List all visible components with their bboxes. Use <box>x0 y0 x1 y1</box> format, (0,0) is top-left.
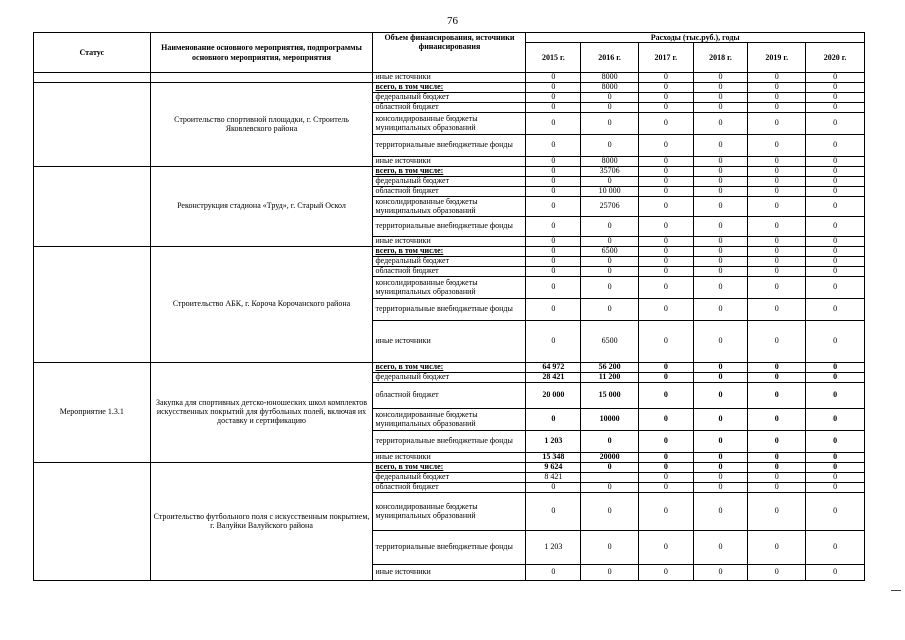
amount-cell: 0 <box>526 73 581 83</box>
amount-cell: 0 <box>693 483 748 493</box>
amount-cell: 0 <box>638 103 693 113</box>
amount-cell: 0 <box>581 431 639 453</box>
amount-cell: 0 <box>806 177 865 187</box>
amount-cell: 0 <box>638 373 693 383</box>
amount-cell: 0 <box>748 431 806 453</box>
amount-cell: 0 <box>581 493 639 531</box>
amount-cell: 0 <box>748 363 806 373</box>
funding-source-cell: областной бюджет <box>373 483 526 493</box>
amount-cell: 0 <box>748 73 806 83</box>
amount-cell: 1 203 <box>526 431 581 453</box>
amount-cell: 0 <box>638 257 693 267</box>
amount-cell: 0 <box>638 197 693 217</box>
amount-cell: 0 <box>693 473 748 483</box>
amount-cell: 0 <box>693 431 748 453</box>
amount-cell: 0 <box>748 409 806 431</box>
status-cell <box>34 83 151 167</box>
amount-cell: 0 <box>748 373 806 383</box>
funding-source-cell: областной бюджет <box>373 383 526 409</box>
amount-cell: 8000 <box>581 83 639 93</box>
amount-cell: 0 <box>526 409 581 431</box>
amount-cell: 0 <box>748 453 806 463</box>
amount-cell: 0 <box>638 217 693 237</box>
amount-cell: 15 348 <box>526 453 581 463</box>
amount-cell: 0 <box>693 73 748 83</box>
table-row <box>34 463 865 473</box>
funding-source-cell: иные источники <box>373 565 526 581</box>
amount-cell: 0 <box>581 463 639 473</box>
amount-cell: 0 <box>581 217 639 237</box>
amount-cell: 0 <box>806 73 865 83</box>
amount-cell: 0 <box>638 277 693 299</box>
amount-cell: 0 <box>526 103 581 113</box>
amount-cell: 0 <box>526 267 581 277</box>
amount-cell: 20000 <box>581 453 639 463</box>
amount-cell: 0 <box>806 113 865 135</box>
amount-cell: 0 <box>526 135 581 157</box>
status-cell <box>34 167 151 247</box>
amount-cell: 0 <box>693 103 748 113</box>
amount-cell: 0 <box>638 409 693 431</box>
amount-cell: 0 <box>693 177 748 187</box>
funding-source-cell: иные источники <box>373 73 526 83</box>
amount-cell: 0 <box>748 113 806 135</box>
amount-cell: 0 <box>748 157 806 167</box>
amount-cell: 0 <box>748 93 806 103</box>
funding-source-cell: территориальные внебюджетные фонды <box>373 431 526 453</box>
amount-cell: 0 <box>806 237 865 247</box>
amount-cell: 11 200 <box>581 373 639 383</box>
funding-source-cell: территориальные внебюджетные фонды <box>373 217 526 237</box>
amount-cell: 0 <box>806 187 865 197</box>
amount-cell: 0 <box>748 83 806 93</box>
table-row <box>34 247 865 257</box>
amount-cell: 0 <box>581 277 639 299</box>
amount-cell: 0 <box>748 277 806 299</box>
funding-source-cell: всего, в том числе: <box>373 463 526 473</box>
amount-cell: 0 <box>526 237 581 247</box>
amount-cell: 0 <box>638 177 693 187</box>
amount-cell: 0 <box>748 177 806 187</box>
amount-cell: 0 <box>638 83 693 93</box>
amount-cell: 0 <box>693 267 748 277</box>
amount-cell: 0 <box>526 247 581 257</box>
event-name-cell: Строительство АБК, г. Короча Корочанского района <box>150 247 373 363</box>
amount-cell: 0 <box>748 299 806 321</box>
amount-cell: 0 <box>806 373 865 383</box>
amount-cell: 0 <box>806 431 865 453</box>
amount-cell: 0 <box>638 267 693 277</box>
margin-mark <box>891 590 901 591</box>
amount-cell: 0 <box>806 363 865 373</box>
amount-cell: 0 <box>693 237 748 247</box>
amount-cell: 0 <box>638 247 693 257</box>
amount-cell: 0 <box>806 531 865 565</box>
header-funding: Объем финансирования, источники финансирования <box>373 33 526 73</box>
header-status: Статус <box>34 33 151 73</box>
amount-cell <box>581 473 639 483</box>
amount-cell: 0 <box>806 409 865 431</box>
table-row <box>34 73 865 83</box>
amount-cell: 0 <box>581 267 639 277</box>
amount-cell: 0 <box>638 167 693 177</box>
amount-cell: 0 <box>638 363 693 373</box>
amount-cell: 35706 <box>581 167 639 177</box>
amount-cell: 0 <box>638 383 693 409</box>
status-cell: Мероприятие 1.3.1 <box>34 363 151 463</box>
amount-cell: 0 <box>806 157 865 167</box>
amount-cell: 0 <box>638 113 693 135</box>
amount-cell: 0 <box>693 299 748 321</box>
amount-cell: 8000 <box>581 73 639 83</box>
amount-cell: 0 <box>638 493 693 531</box>
header-year: 2016 г. <box>581 43 639 73</box>
amount-cell: 0 <box>806 383 865 409</box>
amount-cell: 0 <box>638 93 693 103</box>
amount-cell: 0 <box>748 135 806 157</box>
funding-source-cell: консолидированные бюджеты муниципальных образований <box>373 493 526 531</box>
amount-cell: 28 421 <box>526 373 581 383</box>
funding-source-cell: консолидированные бюджеты муниципальных образований <box>373 409 526 431</box>
amount-cell: 0 <box>638 73 693 83</box>
event-name-cell: Закупка для спортивных детско-юношеских школ комплектов искусственных покрытий для футбольных полей, включая их доставку и сертификацию <box>150 363 373 463</box>
funding-source-cell: иные источники <box>373 237 526 247</box>
amount-cell: 0 <box>748 247 806 257</box>
header-year: 2015 г. <box>526 43 581 73</box>
amount-cell: 0 <box>806 103 865 113</box>
amount-cell: 0 <box>526 113 581 135</box>
amount-cell: 0 <box>581 93 639 103</box>
status-cell <box>34 73 151 83</box>
amount-cell: 0 <box>806 463 865 473</box>
amount-cell: 1 203 <box>526 531 581 565</box>
amount-cell: 0 <box>581 299 639 321</box>
amount-cell: 0 <box>806 483 865 493</box>
amount-cell: 0 <box>693 373 748 383</box>
event-name-cell: Строительство спортивной площадки, г. Строитель Яковлевского района <box>150 83 373 167</box>
funding-source-cell: всего, в том числе: <box>373 83 526 93</box>
funding-source-cell: всего, в том числе: <box>373 247 526 257</box>
amount-cell: 0 <box>748 483 806 493</box>
amount-cell: 0 <box>638 473 693 483</box>
amount-cell: 0 <box>693 157 748 167</box>
event-name-cell <box>150 73 373 83</box>
amount-cell: 0 <box>526 299 581 321</box>
amount-cell: 0 <box>806 473 865 483</box>
event-name-cell: Строительство футбольного поля с искусственным покрытием, г. Валуйки Валуйского района <box>150 463 373 581</box>
table-row <box>34 167 865 177</box>
amount-cell: 0 <box>526 83 581 93</box>
budget-table <box>33 32 865 581</box>
amount-cell: 0 <box>806 267 865 277</box>
amount-cell: 6500 <box>581 247 639 257</box>
amount-cell: 0 <box>693 453 748 463</box>
amount-cell: 0 <box>638 187 693 197</box>
amount-cell: 0 <box>693 113 748 135</box>
amount-cell: 0 <box>806 321 865 363</box>
amount-cell: 0 <box>748 493 806 531</box>
amount-cell: 0 <box>581 177 639 187</box>
funding-source-cell: всего, в том числе: <box>373 167 526 177</box>
funding-source-cell: федеральный бюджет <box>373 473 526 483</box>
amount-cell: 0 <box>748 463 806 473</box>
amount-cell: 0 <box>526 257 581 267</box>
amount-cell: 0 <box>806 247 865 257</box>
amount-cell: 0 <box>526 93 581 103</box>
amount-cell: 0 <box>581 135 639 157</box>
amount-cell: 0 <box>638 565 693 581</box>
amount-cell: 0 <box>526 565 581 581</box>
funding-source-cell: территориальные внебюджетные фонды <box>373 299 526 321</box>
header-year: 2020 г. <box>806 43 865 73</box>
amount-cell: 0 <box>526 321 581 363</box>
amount-cell: 0 <box>806 493 865 531</box>
amount-cell: 0 <box>748 103 806 113</box>
amount-cell: 25706 <box>581 197 639 217</box>
amount-cell: 0 <box>526 197 581 217</box>
amount-cell: 0 <box>806 217 865 237</box>
amount-cell: 0 <box>693 363 748 373</box>
amount-cell: 0 <box>693 187 748 197</box>
funding-source-cell: всего, в том числе: <box>373 363 526 373</box>
amount-cell: 0 <box>806 299 865 321</box>
amount-cell: 0 <box>806 453 865 463</box>
amount-cell: 0 <box>526 217 581 237</box>
funding-source-cell: территориальные внебюджетные фонды <box>373 531 526 565</box>
amount-cell: 0 <box>638 431 693 453</box>
amount-cell: 0 <box>806 565 865 581</box>
funding-source-cell: территориальные внебюджетные фонды <box>373 135 526 157</box>
amount-cell: 0 <box>526 277 581 299</box>
amount-cell: 0 <box>806 167 865 177</box>
header-year: 2019 г. <box>748 43 806 73</box>
amount-cell: 0 <box>693 167 748 177</box>
amount-cell: 0 <box>748 473 806 483</box>
amount-cell: 0 <box>526 157 581 167</box>
amount-cell: 0 <box>748 531 806 565</box>
amount-cell: 0 <box>748 187 806 197</box>
amount-cell: 9 624 <box>526 463 581 473</box>
amount-cell: 0 <box>581 113 639 135</box>
amount-cell: 0 <box>748 237 806 247</box>
amount-cell: 0 <box>638 463 693 473</box>
amount-cell: 0 <box>748 197 806 217</box>
amount-cell: 0 <box>638 531 693 565</box>
funding-source-cell: консолидированные бюджеты муниципальных образований <box>373 197 526 217</box>
amount-cell: 0 <box>638 157 693 167</box>
amount-cell: 0 <box>526 187 581 197</box>
amount-cell: 0 <box>638 321 693 363</box>
funding-source-cell: федеральный бюджет <box>373 373 526 383</box>
funding-source-cell: иные источники <box>373 321 526 363</box>
amount-cell: 8000 <box>581 157 639 167</box>
amount-cell: 0 <box>526 493 581 531</box>
amount-cell: 0 <box>806 197 865 217</box>
amount-cell: 0 <box>748 257 806 267</box>
amount-cell: 0 <box>693 277 748 299</box>
amount-cell: 0 <box>693 409 748 431</box>
amount-cell: 0 <box>581 565 639 581</box>
table-row <box>34 83 865 93</box>
amount-cell: 0 <box>748 565 806 581</box>
amount-cell: 0 <box>638 299 693 321</box>
event-name-cell: Реконструкция стадиона «Труд», г. Старый Оскол <box>150 167 373 247</box>
funding-source-cell: федеральный бюджет <box>373 93 526 103</box>
amount-cell: 0 <box>693 257 748 267</box>
amount-cell: 0 <box>693 83 748 93</box>
amount-cell: 0 <box>638 237 693 247</box>
amount-cell: 0 <box>748 267 806 277</box>
amount-cell: 0 <box>581 531 639 565</box>
amount-cell: 0 <box>693 247 748 257</box>
amount-cell: 0 <box>806 277 865 299</box>
funding-source-cell: консолидированные бюджеты муниципальных образований <box>373 113 526 135</box>
table-row <box>34 363 865 373</box>
amount-cell: 0 <box>581 257 639 267</box>
amount-cell: 0 <box>693 93 748 103</box>
amount-cell: 0 <box>693 217 748 237</box>
funding-source-cell: консолидированные бюджеты муниципальных образований <box>373 277 526 299</box>
funding-source-cell: областной бюджет <box>373 267 526 277</box>
amount-cell: 0 <box>638 135 693 157</box>
amount-cell: 0 <box>806 135 865 157</box>
amount-cell: 0 <box>806 93 865 103</box>
funding-source-cell: областной бюджет <box>373 103 526 113</box>
funding-source-cell: федеральный бюджет <box>373 257 526 267</box>
amount-cell: 0 <box>581 103 639 113</box>
funding-source-cell: иные источники <box>373 157 526 167</box>
header-year: 2017 г. <box>638 43 693 73</box>
amount-cell: 0 <box>748 383 806 409</box>
amount-cell: 0 <box>638 453 693 463</box>
amount-cell: 0 <box>693 383 748 409</box>
amount-cell: 0 <box>581 237 639 247</box>
amount-cell: 0 <box>693 565 748 581</box>
amount-cell: 6500 <box>581 321 639 363</box>
header-name: Наименование основного мероприятия, подпрограммы основного мероприятия, мероприятия <box>150 33 373 73</box>
status-cell <box>34 247 151 363</box>
amount-cell: 0 <box>693 493 748 531</box>
amount-cell: 0 <box>693 321 748 363</box>
funding-source-cell: федеральный бюджет <box>373 177 526 187</box>
amount-cell: 8 421 <box>526 473 581 483</box>
amount-cell: 0 <box>806 257 865 267</box>
amount-cell: 0 <box>693 197 748 217</box>
amount-cell: 20 000 <box>526 383 581 409</box>
amount-cell: 0 <box>693 135 748 157</box>
amount-cell: 0 <box>638 483 693 493</box>
page-number: 76 <box>447 15 458 27</box>
funding-source-cell: областной бюджет <box>373 187 526 197</box>
amount-cell: 0 <box>806 83 865 93</box>
amount-cell: 64 972 <box>526 363 581 373</box>
amount-cell: 0 <box>748 321 806 363</box>
amount-cell: 10000 <box>581 409 639 431</box>
amount-cell: 0 <box>748 167 806 177</box>
amount-cell: 0 <box>526 483 581 493</box>
funding-source-cell: иные источники <box>373 453 526 463</box>
amount-cell: 0 <box>526 177 581 187</box>
status-cell <box>34 463 151 581</box>
header-expenses: Расходы (тыс.руб.), годы <box>526 33 865 43</box>
amount-cell: 56 200 <box>581 363 639 373</box>
amount-cell: 10 000 <box>581 187 639 197</box>
amount-cell: 0 <box>748 217 806 237</box>
header-year: 2018 г. <box>693 43 748 73</box>
amount-cell: 0 <box>693 531 748 565</box>
amount-cell: 15 000 <box>581 383 639 409</box>
amount-cell: 0 <box>526 167 581 177</box>
amount-cell: 0 <box>581 483 639 493</box>
table-body <box>34 73 865 581</box>
amount-cell: 0 <box>693 463 748 473</box>
